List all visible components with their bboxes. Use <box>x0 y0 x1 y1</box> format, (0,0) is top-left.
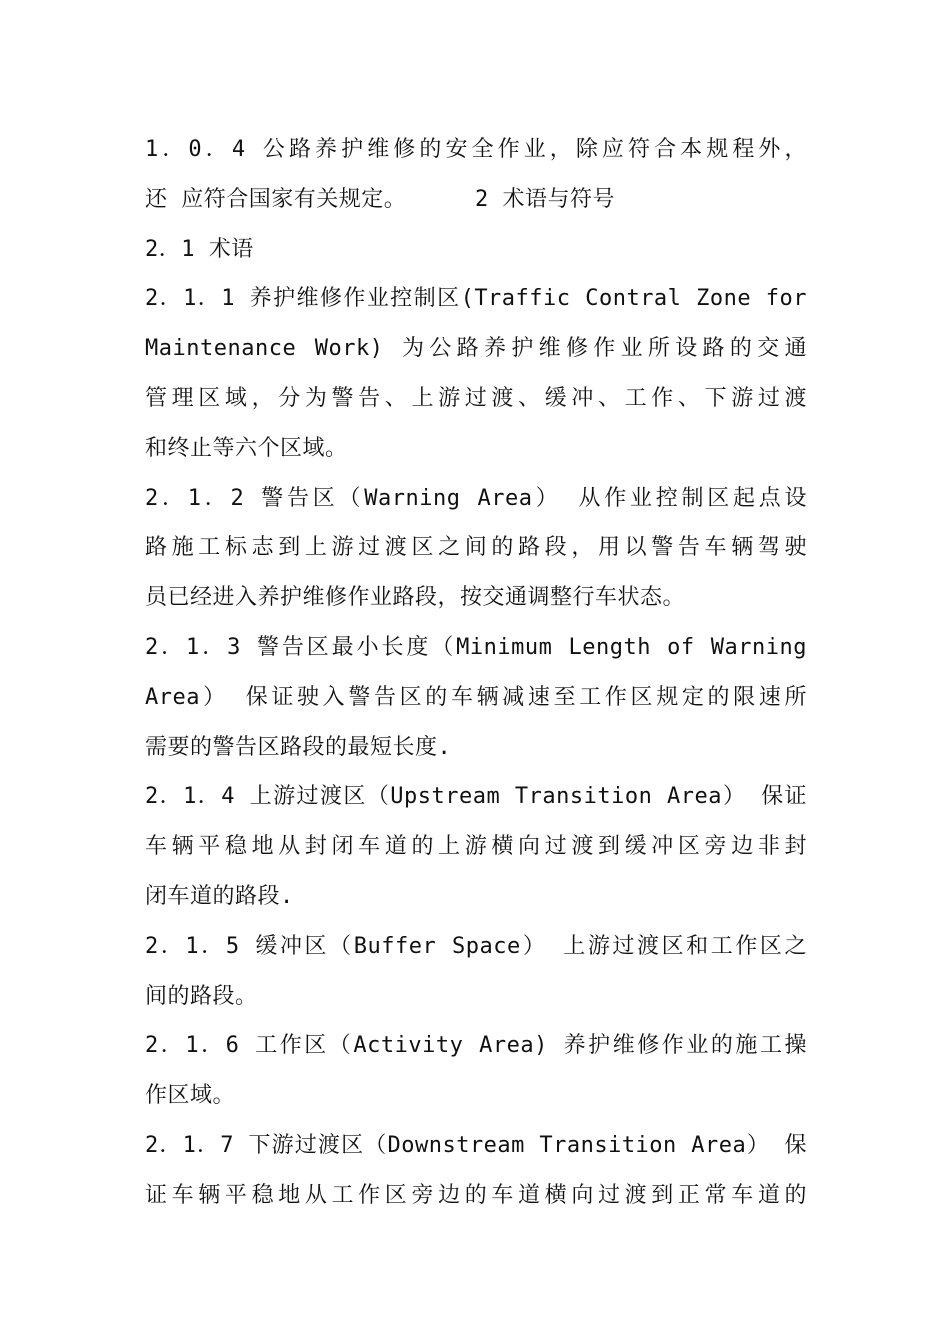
text-line: 闭车道的路段. <box>145 883 294 909</box>
text-line: 需要的警告区路段的最短长度. <box>145 734 452 760</box>
text-line: Maintenance Work) 为公路养护维修作业所设路的交通 <box>145 336 807 362</box>
text-line: Area） 保证驶入警告区的车辆减速至工作区规定的限速所 <box>145 684 807 710</box>
text-line: 管理区域，分为警告、上游过渡、缓冲、工作、下游过渡 <box>145 385 807 411</box>
text-line: 路施工标志到上游过渡区之间的路段，用以警告车辆驾驶 <box>145 535 807 561</box>
text-line: 2．1．6 工作区（Activity Area) 养护维修作业的施工操 <box>145 1033 807 1059</box>
text-line: 2．1．2 警告区（Warning Area） 从作业控制区起点设 <box>145 485 807 511</box>
text-line: 车辆平稳地从封闭车道的上游横向过渡到缓冲区旁边非封 <box>145 834 807 860</box>
text-line: 2．1．4 上游过渡区（Upstream Transition Area） 保证 <box>145 784 807 810</box>
text-line: 1．0．4 公路养护维修的安全作业，除应符合本规程外， <box>145 137 807 162</box>
text-line: 员已经进入养护维修作业路段，按交通调整行车状态。 <box>145 585 686 611</box>
text-line: 2．1．5 缓冲区（Buffer Space） 上游过渡区和工作区之 <box>145 933 807 959</box>
text-line: 2．1．7 下游过渡区（Downstream Transition Area） 保 <box>145 1132 807 1158</box>
text-line: 还 应符合国家有关规定。 2 术语与符号 <box>145 186 615 212</box>
text-line: 和终止等六个区域。 <box>145 435 348 461</box>
text-line: 2．1 术语 <box>145 236 254 262</box>
text-line: 2．1．1 养护维修作业控制区(Traffic Contral Zone for <box>145 286 807 312</box>
text-line: 2．1．3 警告区最小长度（Minimum Length of Warning <box>145 634 807 660</box>
text-line: 证车辆平稳地从工作区旁边的车道横向过渡到正常车道的 <box>145 1182 807 1208</box>
text-line: 间的路段。 <box>145 983 258 1009</box>
document-body <box>145 125 807 1221</box>
text-line: 作区域。 <box>145 1083 236 1109</box>
